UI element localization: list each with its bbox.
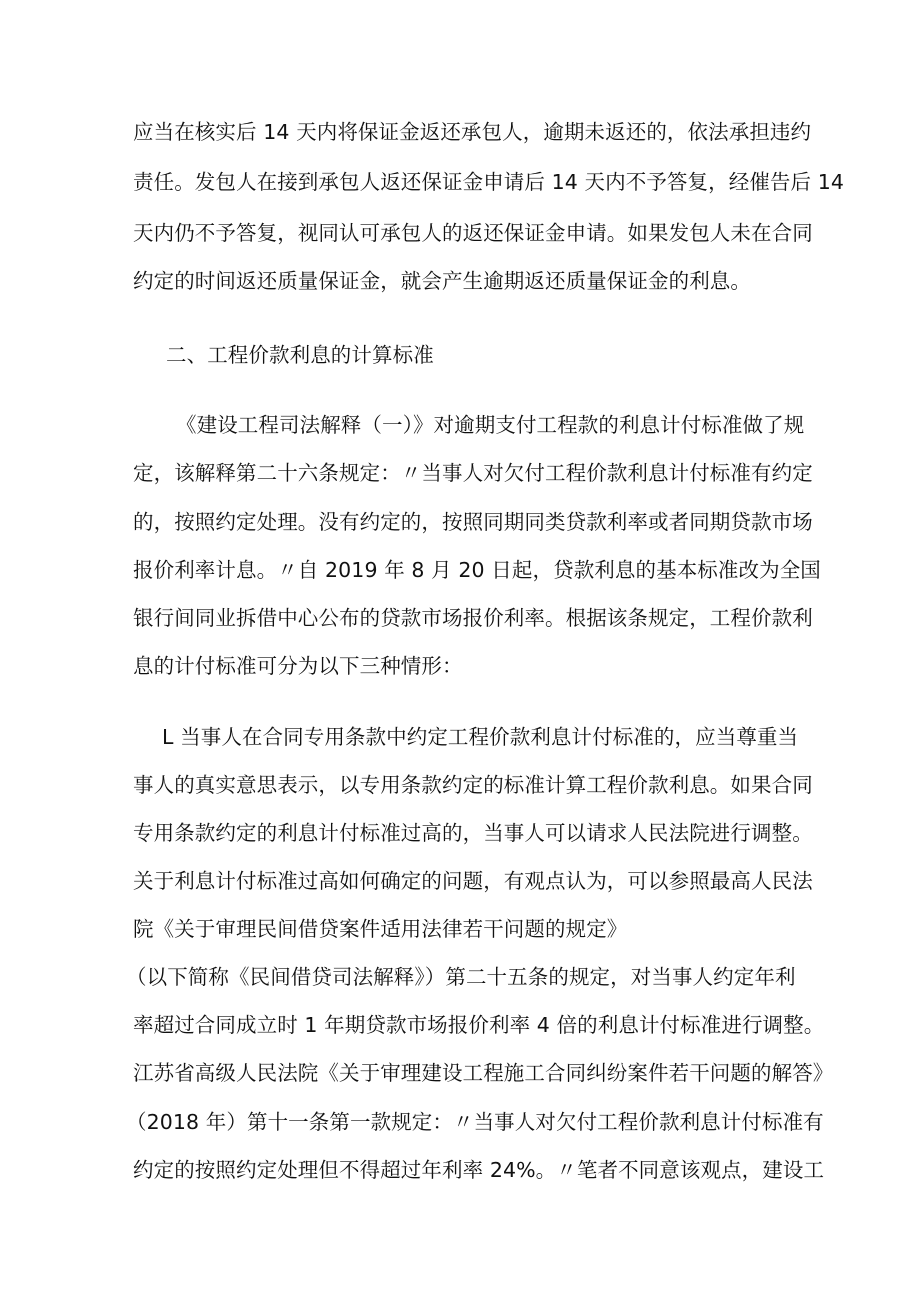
- text-line: 约定的时间返还质量保证金，就会产生逾期返还质量保证金的利息。: [133, 269, 751, 293]
- text-line: L 当事人在合同专用条款中约定工程价款利息计付标准的，应当尊重当: [162, 725, 799, 749]
- text-line: （以下简称《民间借贷司法解释》）第二十五条的规定，对当事人约定年利: [126, 965, 796, 989]
- text-line: 天内仍不予答复，视同认可承包人的返还保证金申请。如果发包人未在合同: [133, 221, 813, 245]
- text-line: 的，按照约定处理。没有约定的，按照同期同类贷款利率或者同期贷款市场: [133, 510, 813, 534]
- section-heading-text: 二、工程价款利息的计算标准: [166, 343, 434, 367]
- text-line: 专用条款约定的利息计付标准过高的，当事人可以请求人民法院进行调整。: [133, 821, 813, 845]
- text-line: 银行间同业拆借中心公布的贷款市场报价利率。根据该条规定，工程价款利: [133, 606, 813, 630]
- text-line: 《建设工程司法解释（一）》对逾期支付工程款的利息计付标准做了规: [176, 413, 805, 437]
- text-line: 约定的按照约定处理但不得超过年利率 24%。〃笔者不同意该观点，建设工: [133, 1158, 825, 1182]
- text-line: 率超过合同成立时 1 年期贷款市场报价利率 4 倍的利息计付标准进行调整。: [133, 1013, 825, 1037]
- text-line: 责任。发包人在接到承包人返还保证金申请后 14 天内不予答复，经催告后 14: [133, 170, 845, 194]
- text-line: 定，该解释第二十六条规定：〃当事人对欠付工程价款利息计付标准有约定: [133, 461, 813, 485]
- text-line: 事人的真实意思表示，以专用条款约定的标准计算工程价款利息。如果合同: [133, 773, 813, 797]
- text-line: 关于利息计付标准过高如何确定的问题，有观点认为，可以参照最高人民法: [133, 869, 813, 893]
- text-line: 息的计付标准可分为以下三种情形：: [133, 654, 463, 678]
- text-line: 院《关于审理民间借贷案件适用法律若干问题的规定》: [133, 917, 628, 941]
- text-line: 应当在核实后 14 天内将保证金返还承包人，逾期未返还的，依法承担违约: [133, 120, 812, 144]
- text-line: 江苏省高级人民法院《关于审理建设工程施工合同纠纷案件若干问题的解答》: [133, 1061, 834, 1085]
- text-line: （2018 年）第十一条第一款规定：〃当事人对欠付工程价款利息计付标准有: [126, 1110, 824, 1134]
- text-line: 报价利率计息。〃自 2019 年 8 月 20 日起，贷款利息的基本标准改为全国: [133, 558, 821, 582]
